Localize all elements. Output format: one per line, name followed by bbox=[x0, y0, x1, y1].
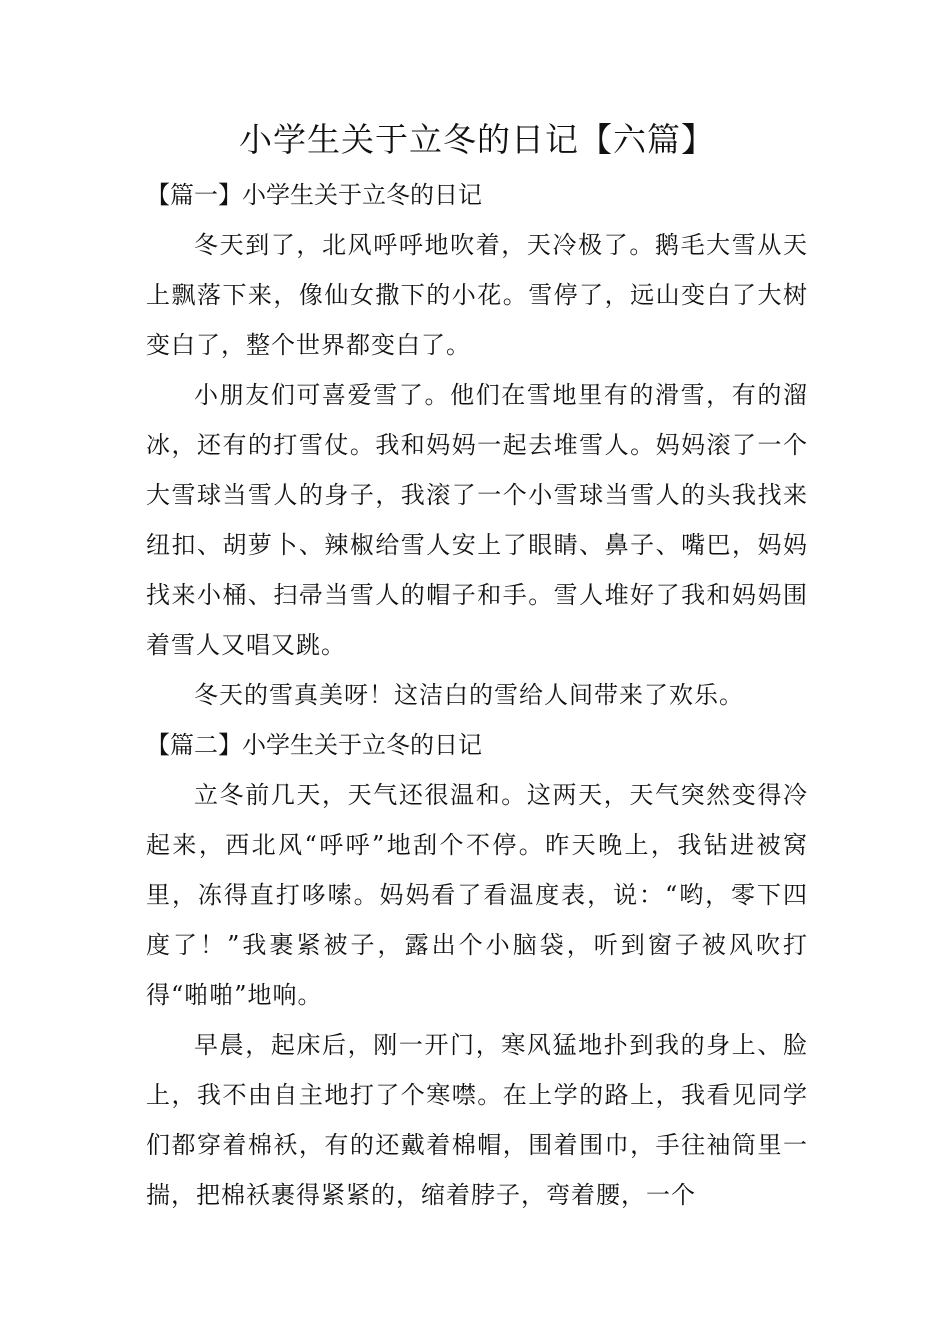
paragraph: 冬天到了，北风呼呼地吹着，天冷极了。鹅毛大雪从天上飘落下来，像仙女撒下的小花。雪停了，远山变白了大树变白了，整个世界都变白了。 bbox=[146, 231, 808, 359]
paragraph: 冬天的雪真美呀！这洁白的雪给人间带来了欢乐。 bbox=[194, 681, 744, 709]
document-title: 小学生关于立冬的日记【六篇】 bbox=[239, 120, 715, 159]
section-1 bbox=[146, 170, 808, 720]
paragraph: 立冬前几天，天气还很温和。这两天，天气突然变得冷起来，西北风“呼呼”地刮个不停。昨天晚上，我钻进被窝里，冻得直打哆嗦。妈妈看了看温度表，说：“哟，零下四度了！”我裹紧被子，露出个小脑袋，听到窗子被风吹打得“啪啪”地响。 bbox=[146, 781, 808, 1009]
section-heading: 【篇一】小学生关于立冬的日记 bbox=[146, 181, 482, 209]
paragraph: 早晨，起床后，刚一开门，寒风猛地扑到我的身上、脸上，我不由自主地打了个寒噤。在上学的路上，我看见同学们都穿着棉袄，有的还戴着棉帽，围着围巾，手往袖筒里一揣，把棉袄裹得紧紧的，缩着脖子，弯着腰，一个 bbox=[146, 1031, 808, 1209]
section-heading: 【篇二】小学生关于立冬的日记 bbox=[146, 731, 482, 759]
section-2 bbox=[146, 720, 808, 1220]
paragraph: 小朋友们可喜爱雪了。他们在雪地里有的滑雪，有的溜冰，还有的打雪仗。我和妈妈一起去堆雪人。妈妈滚了一个大雪球当雪人的身子，我滚了一个小雪球当雪人的头我找来纽扣、胡萝卜、辣椒给雪人安上了眼睛、鼻子、嘴巴，妈妈找来小桶、扫帚当雪人的帽子和手。雪人堆好了我和妈妈围着雪人又唱又跳。 bbox=[146, 381, 808, 659]
